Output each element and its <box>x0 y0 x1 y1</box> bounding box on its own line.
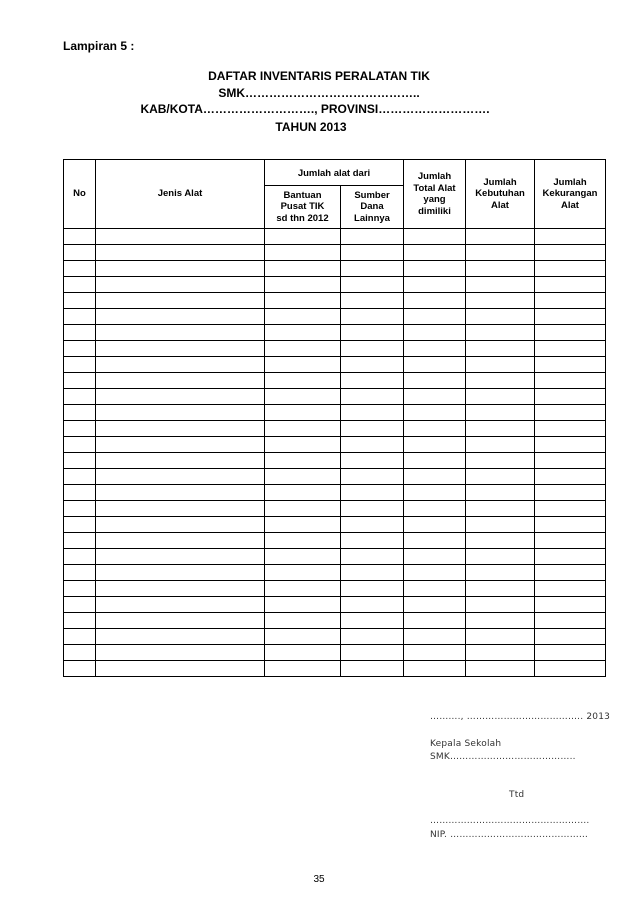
table-cell <box>466 325 535 341</box>
table-cell <box>96 581 265 597</box>
table-cell <box>96 597 265 613</box>
table-cell <box>535 629 606 645</box>
table-cell <box>341 437 404 453</box>
table-row <box>64 293 606 309</box>
table-cell <box>535 485 606 501</box>
table-cell <box>466 565 535 581</box>
table-cell <box>535 453 606 469</box>
table-cell <box>466 357 535 373</box>
table-cell <box>404 533 466 549</box>
table-cell <box>535 245 606 261</box>
table-cell <box>96 437 265 453</box>
table-cell <box>265 517 341 533</box>
table-cell <box>535 549 606 565</box>
table-cell <box>535 661 606 677</box>
table-cell <box>96 405 265 421</box>
table-cell <box>96 469 265 485</box>
table-row <box>64 357 606 373</box>
table-cell <box>466 373 535 389</box>
table-cell <box>341 453 404 469</box>
table-cell <box>404 485 466 501</box>
page-number: 35 <box>313 874 325 885</box>
table-cell <box>64 437 96 453</box>
table-cell <box>404 549 466 565</box>
table-cell <box>341 421 404 437</box>
table-cell <box>341 229 404 245</box>
table-cell <box>265 389 341 405</box>
signature-school: SMK………………………………….. <box>430 752 576 762</box>
table-cell <box>404 581 466 597</box>
table-cell <box>64 261 96 277</box>
table-cell <box>341 405 404 421</box>
table-cell <box>466 437 535 453</box>
table-cell <box>466 581 535 597</box>
table-cell <box>64 581 96 597</box>
table-cell <box>96 229 265 245</box>
header-jumlah-alat-dari: Jumlah alat dari <box>265 160 404 186</box>
table-cell <box>64 661 96 677</box>
signature-name-line: ……………………………………………. <box>430 816 590 826</box>
school-line: SMK…………………………………….. <box>218 86 420 100</box>
table-cell <box>341 629 404 645</box>
table-cell <box>404 661 466 677</box>
table-cell <box>265 309 341 325</box>
table-row <box>64 565 606 581</box>
table-cell <box>265 485 341 501</box>
table-cell <box>341 549 404 565</box>
table-cell <box>535 581 606 597</box>
table-cell <box>466 245 535 261</box>
table-row <box>64 245 606 261</box>
table-cell <box>404 325 466 341</box>
table-cell <box>535 437 606 453</box>
table-cell <box>64 389 96 405</box>
table-cell <box>341 613 404 629</box>
table-cell <box>404 501 466 517</box>
table-cell <box>64 517 96 533</box>
table-cell <box>64 357 96 373</box>
table-cell <box>96 245 265 261</box>
table-cell <box>265 421 341 437</box>
table-row <box>64 581 606 597</box>
table-cell <box>64 277 96 293</box>
signature-place-date: ………., ……………………………….. 2013 <box>430 712 611 722</box>
table-cell <box>404 357 466 373</box>
table-cell <box>341 661 404 677</box>
table-cell <box>265 549 341 565</box>
table-cell <box>265 645 341 661</box>
table-cell <box>96 629 265 645</box>
table-cell <box>535 421 606 437</box>
table-cell <box>404 629 466 645</box>
table-row <box>64 645 606 661</box>
table-cell <box>341 293 404 309</box>
table-cell <box>466 405 535 421</box>
table-cell <box>64 325 96 341</box>
table-cell <box>96 549 265 565</box>
table-cell <box>535 277 606 293</box>
table-cell <box>404 293 466 309</box>
table-row <box>64 309 606 325</box>
table-cell <box>265 581 341 597</box>
table-cell <box>466 501 535 517</box>
table-cell <box>341 517 404 533</box>
table-cell <box>404 341 466 357</box>
table-cell <box>404 597 466 613</box>
table-cell <box>96 517 265 533</box>
table-row <box>64 229 606 245</box>
table-cell <box>404 309 466 325</box>
table-cell <box>535 613 606 629</box>
table-cell <box>265 565 341 581</box>
table-cell <box>466 645 535 661</box>
table-cell <box>466 389 535 405</box>
table-cell <box>341 597 404 613</box>
table-cell <box>96 533 265 549</box>
table-cell <box>404 277 466 293</box>
table-cell <box>341 389 404 405</box>
table-cell <box>341 341 404 357</box>
table-cell <box>466 341 535 357</box>
table-body <box>64 229 606 677</box>
table-row <box>64 597 606 613</box>
table-cell <box>404 229 466 245</box>
table-row <box>64 421 606 437</box>
table-cell <box>64 565 96 581</box>
table-cell <box>404 261 466 277</box>
table-cell <box>64 501 96 517</box>
table-row <box>64 661 606 677</box>
table-cell <box>404 517 466 533</box>
header-total-alat: Jumlah Total Alat yang dimiliki <box>404 160 466 229</box>
table-cell <box>535 357 606 373</box>
table-row <box>64 437 606 453</box>
table-cell <box>96 309 265 325</box>
table-cell <box>96 645 265 661</box>
table-cell <box>96 485 265 501</box>
header-kekurangan-alat: Jumlah Kekurangan Alat <box>535 160 606 229</box>
table-cell <box>404 613 466 629</box>
table-cell <box>341 325 404 341</box>
table-row <box>64 325 606 341</box>
table-cell <box>64 245 96 261</box>
table-cell <box>96 341 265 357</box>
table-row <box>64 501 606 517</box>
table-cell <box>535 341 606 357</box>
table-cell <box>341 277 404 293</box>
table-cell <box>341 469 404 485</box>
header-kebutuhan-alat: Jumlah Kebutuhan Alat <box>466 160 535 229</box>
signature-nip: NIP. ……………………………………… <box>430 830 589 840</box>
table-cell <box>96 613 265 629</box>
table-cell <box>535 293 606 309</box>
table-cell <box>265 661 341 677</box>
table-row <box>64 485 606 501</box>
table-cell <box>341 645 404 661</box>
table-cell <box>341 261 404 277</box>
table-cell <box>265 277 341 293</box>
table-cell <box>535 533 606 549</box>
table-cell <box>265 501 341 517</box>
table-cell <box>466 613 535 629</box>
table-row <box>64 533 606 549</box>
table-cell <box>404 373 466 389</box>
table-cell <box>265 261 341 277</box>
table-cell <box>96 661 265 677</box>
table-cell <box>341 533 404 549</box>
table-row <box>64 629 606 645</box>
table-cell <box>265 437 341 453</box>
table-cell <box>341 565 404 581</box>
table-cell <box>466 309 535 325</box>
table-cell <box>466 421 535 437</box>
table-cell <box>404 469 466 485</box>
table-cell <box>341 309 404 325</box>
table-cell <box>64 485 96 501</box>
table-cell <box>64 421 96 437</box>
table-row <box>64 261 606 277</box>
table-cell <box>64 309 96 325</box>
inventory-table <box>63 159 606 677</box>
table-row <box>64 469 606 485</box>
table-cell <box>404 421 466 437</box>
table-cell <box>96 277 265 293</box>
table-cell <box>466 469 535 485</box>
table-cell <box>265 597 341 613</box>
table-cell <box>96 325 265 341</box>
table-cell <box>265 357 341 373</box>
table-cell <box>265 245 341 261</box>
table-cell <box>64 229 96 245</box>
table-row <box>64 549 606 565</box>
table-cell <box>535 389 606 405</box>
table-row <box>64 453 606 469</box>
table-cell <box>466 629 535 645</box>
table-cell <box>535 325 606 341</box>
table-cell <box>96 389 265 405</box>
table-cell <box>466 533 535 549</box>
table-cell <box>466 517 535 533</box>
table-cell <box>466 277 535 293</box>
table-cell <box>535 501 606 517</box>
table-cell <box>404 389 466 405</box>
table-cell <box>64 549 96 565</box>
table-cell <box>535 309 606 325</box>
table-cell <box>404 245 466 261</box>
header-sumber-dana: Sumber Dana Lainnya <box>341 186 404 229</box>
lampiran-label: Lampiran 5 : <box>63 39 135 53</box>
table-cell <box>265 453 341 469</box>
table-cell <box>265 629 341 645</box>
table-row <box>64 341 606 357</box>
table-row <box>64 277 606 293</box>
table-cell <box>341 485 404 501</box>
table-cell <box>96 261 265 277</box>
table-cell <box>404 453 466 469</box>
table-cell <box>64 373 96 389</box>
table-cell <box>404 405 466 421</box>
table-row <box>64 517 606 533</box>
table-cell <box>265 325 341 341</box>
table-cell <box>466 261 535 277</box>
table-cell <box>265 613 341 629</box>
table-cell <box>466 229 535 245</box>
table-cell <box>265 229 341 245</box>
table-cell <box>265 293 341 309</box>
table-cell <box>96 421 265 437</box>
table-cell <box>341 373 404 389</box>
table-cell <box>535 469 606 485</box>
table-cell <box>404 645 466 661</box>
table-cell <box>265 469 341 485</box>
table-cell <box>341 501 404 517</box>
table-cell <box>466 661 535 677</box>
table-cell <box>535 517 606 533</box>
table-row <box>64 389 606 405</box>
table-cell <box>265 373 341 389</box>
signature-ttd: Ttd <box>509 790 525 800</box>
table-cell <box>96 357 265 373</box>
table-row <box>64 373 606 389</box>
document-title: DAFTAR INVENTARIS PERALATAN TIK <box>208 69 430 83</box>
table-cell <box>96 565 265 581</box>
table-cell <box>265 341 341 357</box>
table-cell <box>404 437 466 453</box>
table-cell <box>96 293 265 309</box>
table-row <box>64 613 606 629</box>
table-cell <box>535 597 606 613</box>
table-cell <box>265 405 341 421</box>
table-cell <box>96 501 265 517</box>
table-cell <box>64 469 96 485</box>
header-jenis-alat: Jenis Alat <box>96 160 265 229</box>
table-cell <box>466 453 535 469</box>
table-cell <box>64 613 96 629</box>
table-cell <box>64 645 96 661</box>
table-cell <box>96 453 265 469</box>
table-cell <box>535 645 606 661</box>
table-cell <box>466 293 535 309</box>
table-cell <box>64 293 96 309</box>
header-bantuan-pusat: Bantuan Pusat TIK sd thn 2012 <box>265 186 341 229</box>
table-cell <box>64 453 96 469</box>
table-cell <box>64 597 96 613</box>
header-no: No <box>64 160 96 229</box>
table-cell <box>535 229 606 245</box>
table-cell <box>265 533 341 549</box>
table-cell <box>64 629 96 645</box>
table-cell <box>535 405 606 421</box>
table-cell <box>535 261 606 277</box>
table-cell <box>535 565 606 581</box>
table-cell <box>466 597 535 613</box>
table-cell <box>96 373 265 389</box>
table-cell <box>535 373 606 389</box>
region-line: KAB/KOTA………………………., PROVINSI………………………. <box>140 102 490 116</box>
year-line: TAHUN 2013 <box>275 120 347 134</box>
table-cell <box>64 405 96 421</box>
signature-role: Kepala Sekolah <box>430 739 502 749</box>
table-cell <box>64 341 96 357</box>
table-cell <box>466 549 535 565</box>
table-cell <box>466 485 535 501</box>
table-cell <box>341 581 404 597</box>
table-cell <box>404 565 466 581</box>
table-cell <box>341 357 404 373</box>
table-cell <box>64 533 96 549</box>
table-cell <box>341 245 404 261</box>
table-row <box>64 405 606 421</box>
